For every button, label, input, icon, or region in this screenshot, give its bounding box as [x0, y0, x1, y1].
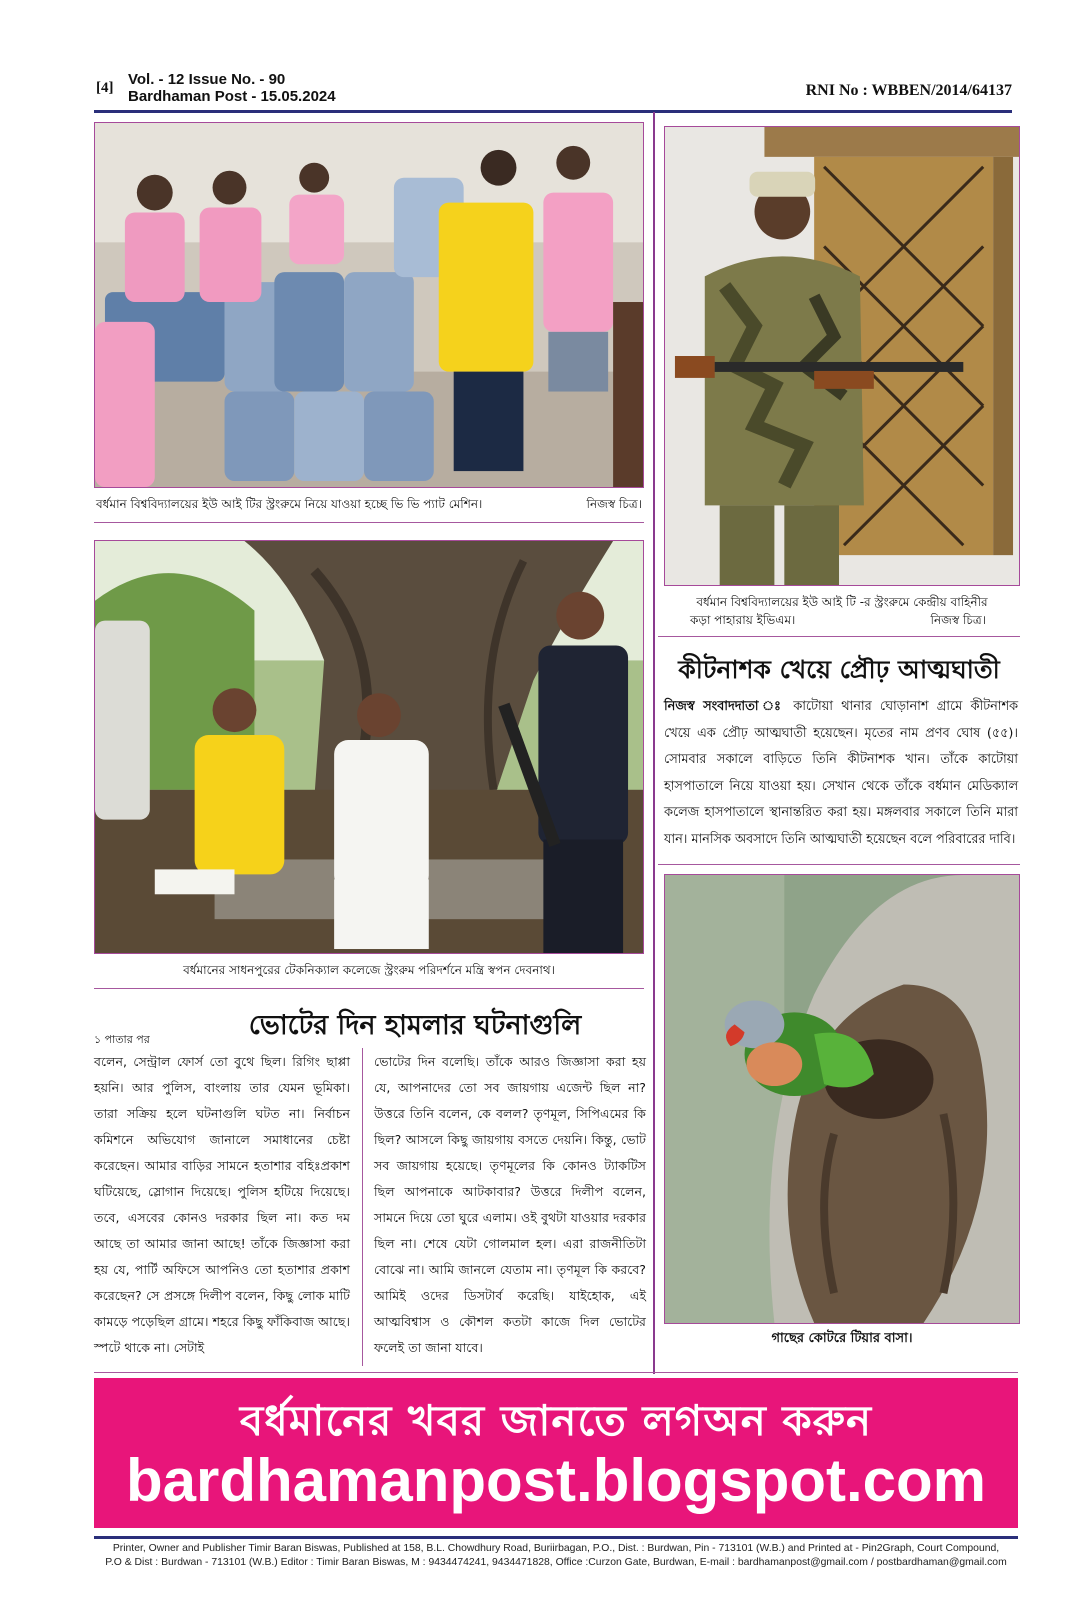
photo-credit: নিজস্ব চিত্র। — [586, 497, 642, 511]
section-rule — [94, 522, 644, 523]
attacks-article-column-2: ভোটের দিন বলেছি। তাঁকে আরও জিজ্ঞাসা করা হয় যে, আপনাদের তো সব জায়গায় এজেন্ট ছিল না? উত্তরে তিনি বলেন, কে বলল? তৃণমূল, সিপিএমের কি ছিল? আসলে কিছু জায়গায় বসতে দেয়নি। কিন্তু, ভোট সব জায়গায় হয়েছে। তৃণমূলের কি কোনও ট্যাকটিস ছিল আপনাকে আটকাবার? উত্তরে দিলীপ বলেন, সামনে দিয়ে তো ঘুরে এলাম। ওই বুথটা যাওয়ার দরকার ছিল না। শেষে যেটা গোলমাল হল। এরা রাজনীতিটা বোঝে না। আমি জানলে যেতাম না। তৃণমূল কি করবে? আমিই ওদের ডিসটার্ব করেছি। যাইহোক, এই আত্মবিশ্বাস ও কৌশল কতটা কাজে দিল ভোটের ফলেই তা জানা যাবে। — [374, 1054, 646, 1355]
issue-info — [128, 71, 428, 105]
pesticide-article-body — [664, 694, 1018, 854]
caption-text: বর্ধমান বিশ্ববিদ্যালয়ের ইউ আই টির স্ট্রংরুমে নিয়ে যাওয়া হচ্ছে ভি ভি প্যাট মেশিন। — [96, 497, 483, 511]
section-rule — [658, 864, 1020, 865]
guard-photo-illustration — [665, 127, 1019, 585]
photo-parrot-caption: গাছের কোটরে টিয়ার বাসা। — [771, 1331, 913, 1346]
banner-headline: বর্ধমানের খবর জানতে লগঅন করুন — [239, 1396, 873, 1445]
masthead-date: Bardhaman Post - 15.05.2024 — [128, 88, 336, 105]
banner-website-link[interactable]: bardhamanpost.blogspot.com — [125, 1447, 987, 1514]
caption-line-1: বর্ধমান বিশ্ববিদ্যালয়ের ইউ আই টি -র স্ট্রংরুমে কেন্দ্রীয় বাহিনীর — [696, 595, 988, 609]
caption-line-2 — [664, 611, 1020, 629]
column-divider — [653, 112, 655, 1374]
article-text: কাটোয়া থানার ঘোড়ানাশ গ্রামে কীটনাশক খেয়ে এক প্রৌঢ় আত্মঘাতী হয়েছেন। মৃতের নাম প্রণব ঘোষ (৫৫)। সোমবার সকালে বাড়িতে তিনি কীটনাশক খান। তাঁকে কাটোয়া হাসপাতালে নিয়ে যাওয়া হয়। সেখান থেকে তাঁকে বর্ধমান মেডিক্যাল কলেজ হাসপাতালে স্থানান্তরিত করা হয়। মঙ্গলবার সকালে তিনি মারা যান। মানসিক অবসাদে তিনি আত্মঘাতী হয়েছেন বলে পরিবারের দাবি। — [664, 699, 1018, 847]
footer-rule — [94, 1536, 1018, 1539]
photo-credit: নিজস্ব চিত্র। — [930, 613, 986, 627]
attacks-article-column-1: বলেন, সেন্ট্রাল ফোর্স তো বুথে ছিল। রিগিং ছাপ্পা হয়নি। আর পুলিস, বাংলায় তার যেমন ভূমিকা। তারা সক্রিয় হলে ঘটনাগুলি ঘটত না। নির্বাচন কমিশনে অভিযোগ জানালে সমাধানের চেষ্টা করেছেন। আমার বাড়ির সামনে হতাশার বহিঃপ্রকাশ ঘটিয়েছে, স্লোগান দিয়েছে। পুলিস হটিয়ে দিয়েছে। তবে, এসবের কোনও দরকার ছিল না। কত দম আছে তা আমার জানা আছে! তাঁকে জিজ্ঞাসা করা হয় যে, পার্টি অফিসে আপনিও তো হতাশার প্রকাশ করেছেন? সে প্রসঙ্গে দিলীপ বলেন, কিছু লোক মাটি কামড়ে পড়েছিল গ্রামে। শহরে কিছু ফাঁকিবাজ আছে। স্পটে থাকে না। সেটাই — [94, 1054, 350, 1355]
caption-text: কড়া পাহারায় ইভিএম। — [690, 613, 796, 627]
volume-label: Vol. - 12 Issue No. - 90 — [128, 71, 286, 88]
photo-vvpat-machines — [94, 122, 644, 488]
photo-bsf-guard — [664, 126, 1020, 586]
photo-vvpat-caption — [96, 495, 642, 513]
promo-banner[interactable] — [94, 1378, 1018, 1528]
parrot-photo-illustration — [665, 875, 1019, 1323]
section-rule — [94, 1372, 1018, 1373]
continued-from-label: ১ পাতার পর — [94, 1033, 150, 1046]
photo-parrot — [664, 874, 1020, 1324]
column-rule — [362, 1048, 363, 1366]
attacks-headline: ভোটের দিন হামলার ঘটনাগুলি — [248, 1010, 582, 1041]
section-rule — [94, 988, 644, 989]
header-rule — [94, 110, 1012, 113]
rni-number: RNI No : WBBEN/2014/64137 — [805, 82, 1012, 99]
photo-minister-visit — [94, 540, 644, 954]
pesticide-headline: কীটনাশক খেয়ে প্রৌঢ় আত্মঘাতী — [678, 655, 1000, 684]
photo-bsf-caption — [664, 593, 1020, 629]
imprint-line-1: Printer, Owner and Publisher Timir Baran Biswas, Published at 158, B.L. Chowdhury Road, Buriirbagan, P.O., Dist. : Burdwan, Pin - 713101 (W.B.) and Printed at - Pin2Graph, Court Compound, — [112, 1543, 1000, 1554]
minister-photo-illustration — [95, 541, 643, 953]
imprint-footer — [94, 1542, 1018, 1570]
article-byline: নিজস্ব সংবাদদাতা ঃ — [664, 699, 785, 714]
photo-minister-caption: বর্ধমানের সাধনপুরের টেকনিক্যাল কলেজে স্ট্রংরুম পরিদর্শনে মন্ত্রি স্বপন দেবনাথ। — [183, 963, 555, 977]
vvpat-photo-illustration — [95, 123, 643, 487]
section-rule — [658, 636, 1020, 637]
page-number: [4] — [96, 80, 114, 96]
imprint-line-2: P.O & Dist : Burdwan - 713101 (W.B.) Editor : Timir Baran Biswas, M : 9434474241, 9434471828, Office :Curzon Gate, Burdwan, E-mail : bardhamanpost@gmail.com / postbardhaman@gmail.com — [105, 1557, 1007, 1568]
